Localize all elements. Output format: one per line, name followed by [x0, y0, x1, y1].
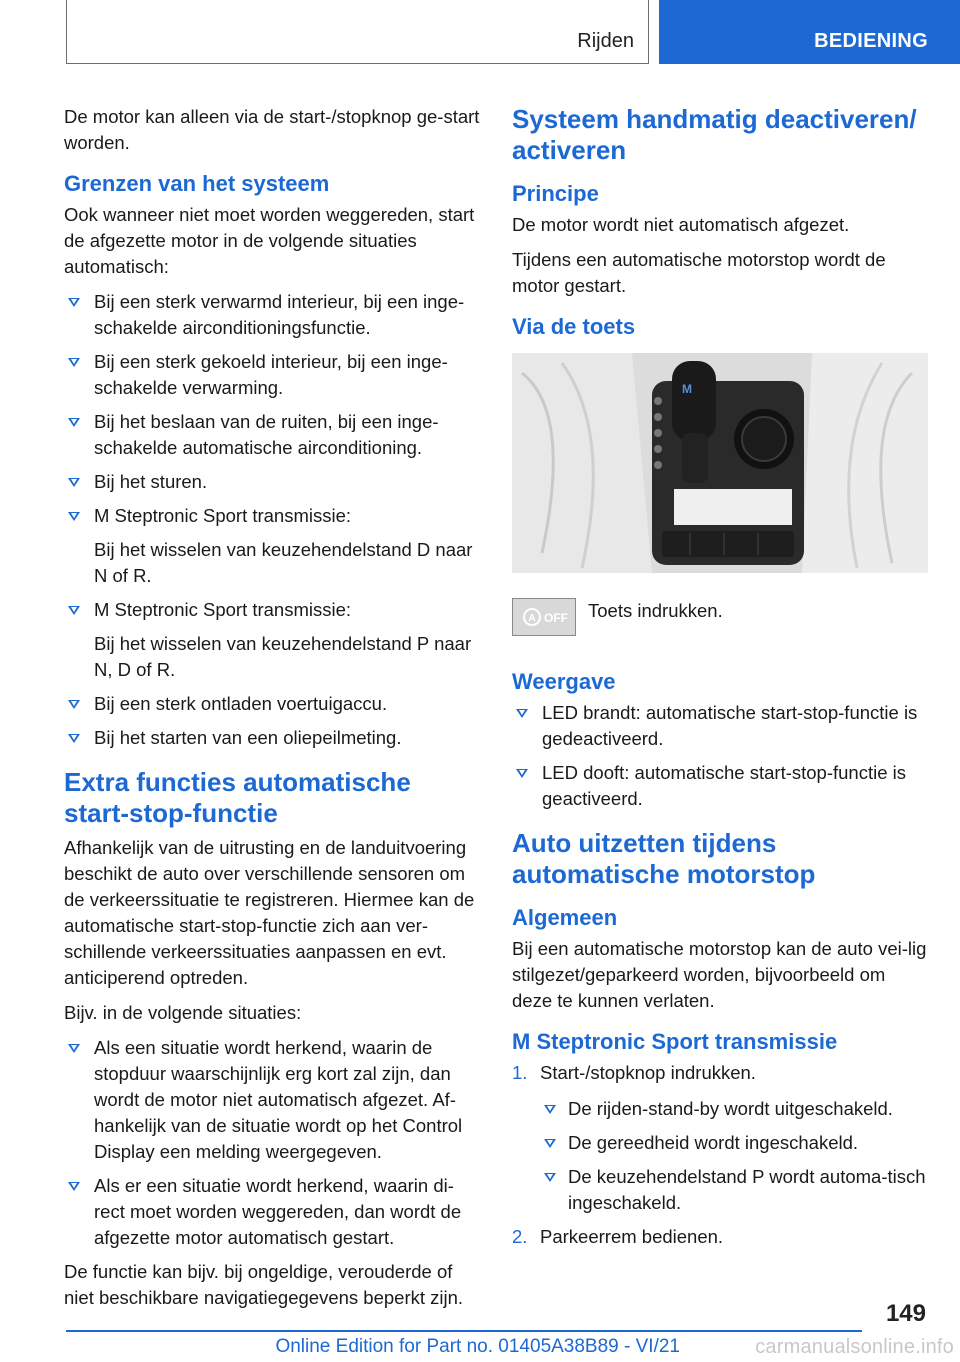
extra-functions-text3: De functie kan bijv. bij ongeldige, verouderde of niet beschikbare navigatiegegevens beperkt zijn.	[64, 1261, 464, 1308]
list-item: LED brandt: automatische start-stop-functie is gedeactiveerd.	[512, 700, 930, 752]
step-item: 1. Start-/stopknop indrukken. De rijden-stand-by wordt uitgeschakeld. De gereedheid wordt ingeschakeld. De keuzehendelstand P wordt automa-tisch ingeschakeld.	[512, 1060, 930, 1216]
header-section-box	[66, 0, 649, 64]
via-key-heading: Via de toets	[512, 314, 636, 339]
bullet-triangle-icon	[68, 418, 80, 427]
list-item	[64, 503, 482, 589]
list-item: Bij het beslaan van de ruiten, bij een inge-schakelde automatische airconditioning.	[64, 409, 482, 461]
bullet-triangle-icon	[68, 734, 80, 743]
header-section-title: Rijden	[577, 30, 634, 52]
list-item: Als een situatie wordt herkend, waarin de stopduur waarschijnlijk erg kort zal zijn, dan wordt de motor niet automatisch afgezet. Af-hankelijk van de situatie wordt op het Control Display een melding weergegeven.	[64, 1035, 482, 1165]
list-item	[64, 597, 482, 683]
extra-functions-text: Afhankelijk van de uitrusting en de landuitvoering beschikt de auto over verschillende sensoren om de verkeerssituatie te registreren. Hiermee kan de automatische start-stop-functie zich aan ver-schillende verkeerssituaties aanpassen en evt. anticiperend optreden.	[64, 837, 475, 988]
display-list	[512, 700, 930, 812]
limits-text: Ook wanneer niet moet worden weggereden, start de afgezette motor in de volgende situaties automatisch:	[64, 204, 475, 277]
extra-functions-heading: Extra functies automatische start-stop-functie	[64, 767, 411, 828]
display-heading: Weergave	[512, 669, 616, 694]
bullet-triangle-icon	[68, 478, 80, 487]
limits-list	[64, 289, 482, 751]
right-column	[512, 104, 930, 1258]
limits-heading: Grenzen van het systeem	[64, 171, 330, 196]
bullet-triangle-icon	[516, 769, 528, 778]
bullet-triangle-icon	[68, 358, 80, 367]
step-number: 1.	[512, 1062, 528, 1083]
step-number: 2.	[512, 1226, 528, 1247]
step-item: 2. Parkeerrem bedienen.	[512, 1224, 930, 1250]
principle-text-2: Tijdens een automatische motorstop wordt de motor gestart.	[512, 249, 886, 296]
svg-text:A: A	[528, 613, 536, 624]
list-item: Als er een situatie wordt herkend, waarin di-rect moet worden weggereden, dan wordt de afgezette motor automatisch gestart.	[64, 1173, 482, 1251]
bullet-triangle-icon	[544, 1139, 556, 1148]
list-item: Bij een sterk gekoeld interieur, bij een inge-schakelde verwarming.	[64, 349, 482, 401]
svg-text:M: M	[682, 382, 692, 396]
bullet-triangle-icon	[68, 1044, 80, 1053]
manual-deactivate-heading: Systeem handmatig deactiveren/ activeren	[512, 104, 917, 165]
center-console-photo	[512, 353, 928, 573]
header-chapter-title: BEDIENING	[814, 30, 928, 52]
header-chapter-tab	[659, 0, 960, 64]
page-number: 149	[885, 1300, 926, 1327]
list-item-detail: Bij het wisselen van keuzehendelstand D naar N of R.	[94, 539, 473, 586]
list-item: Bij een sterk ontladen voertuigaccu.	[64, 691, 482, 717]
key-instruction-text: Toets indrukken.	[588, 600, 723, 621]
footer-divider	[66, 1330, 862, 1332]
list-item: Bij het sturen.	[64, 469, 482, 495]
bullet-triangle-icon	[68, 606, 80, 615]
watermark: carmanualsonline.info	[755, 1336, 954, 1358]
principle-text-1: De motor wordt niet automatisch afgezet.	[512, 214, 850, 235]
bullet-triangle-icon	[544, 1173, 556, 1182]
key-instruction-row	[512, 598, 930, 654]
list-item: Bij een sterk verwarmd interieur, bij een inge-schakelde airconditioningsfunctie.	[64, 289, 482, 341]
intro-text: De motor kan alleen via de start-/stopknop ge-start worden.	[64, 106, 480, 153]
list-item-label: M Steptronic Sport transmissie:	[94, 505, 352, 526]
general-heading: Algemeen	[512, 905, 618, 930]
steps-list	[512, 1060, 930, 1250]
turn-off-heading: Auto uitzetten tijdens automatische motorstop	[512, 828, 816, 889]
footer-edition: Online Edition for Part no. 01405A38B89 - VI/21	[275, 1336, 680, 1357]
bullet-triangle-icon	[68, 512, 80, 521]
list-item: De keuzehendelstand P wordt automa-tisch ingeschakeld.	[540, 1164, 930, 1216]
extra-functions-list	[64, 1035, 482, 1251]
bullet-triangle-icon	[516, 709, 528, 718]
principle-heading: Principe	[512, 181, 599, 206]
list-item: De rijden-stand-by wordt uitgeschakeld.	[540, 1096, 930, 1122]
auto-start-stop-off-icon	[512, 598, 576, 636]
list-item-label: M Steptronic Sport transmissie:	[94, 599, 352, 620]
m-steptronic-heading: M Steptronic Sport transmissie	[512, 1029, 838, 1054]
bullet-triangle-icon	[68, 700, 80, 709]
bullet-triangle-icon	[544, 1105, 556, 1114]
substeps-list	[540, 1096, 930, 1216]
general-text: Bij een automatische motorstop kan de auto vei-lig stilgezet/geparkeerd worden, bijvoorbeeld om deze te kunnen verlaten.	[512, 938, 927, 1011]
bullet-triangle-icon	[68, 1182, 80, 1191]
extra-functions-text2: Bijv. in de volgende situaties:	[64, 1002, 302, 1023]
svg-text:OFF: OFF	[544, 611, 568, 625]
list-item-detail: Bij het wisselen van keuzehendelstand P naar N, D of R.	[94, 633, 472, 680]
left-column	[64, 104, 482, 1320]
list-item: LED dooft: automatische start-stop-functie is geactiveerd.	[512, 760, 930, 812]
list-item: Bij het starten van een oliepeilmeting.	[64, 725, 482, 751]
bullet-triangle-icon	[68, 298, 80, 307]
list-item: De gereedheid wordt ingeschakeld.	[540, 1130, 930, 1156]
